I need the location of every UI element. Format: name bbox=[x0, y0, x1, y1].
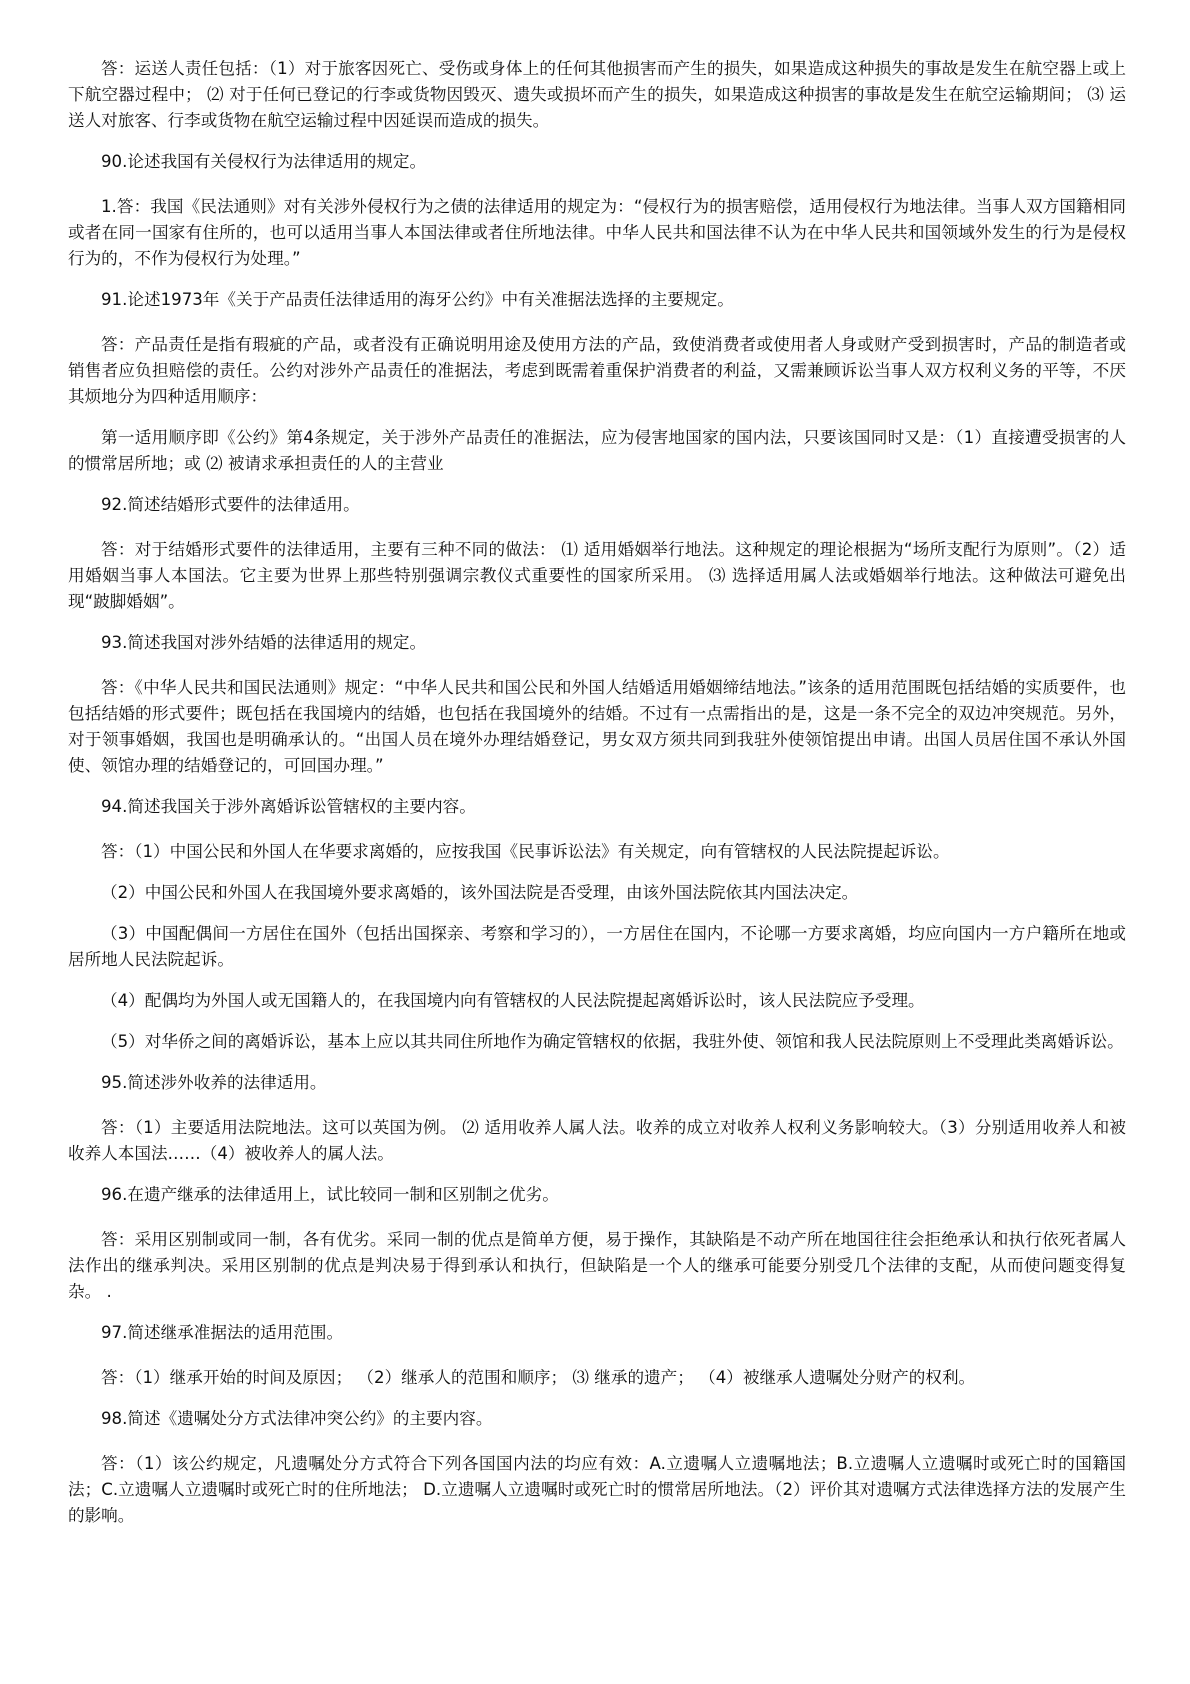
question-heading: 97.简述继承准据法的适用范围。 bbox=[101, 1323, 344, 1342]
answer-paragraph: 答：（1）中国公民和外国人在华要求离婚的，应按我国《民事诉讼法》有关规定，向有管辖权的人民法院提起诉讼。 bbox=[101, 842, 950, 861]
answer-paragraph: 答：产品责任是指有瑕疵的产品，或者没有正确说明用途及使用方法的产品，致使消费者或使用者人身或财产受到损害时，产品的制造者或销售者应负担赔偿的责任。公约对涉外产品责任的准据法，考虑到既需着重保护消费者的利益，又需兼顾诉讼当事人双方权利义务的平等，不厌其烦地分为四种适用顺序： bbox=[68, 335, 1126, 406]
answer-paragraph: 答：对于结婚形式要件的法律适用，主要有三种不同的做法： ⑴ 适用婚姻举行地法。这种规定的理论根据为“场所支配行为原则”。（2）适用婚姻当事人本国法。它主要为世界上那些特别强调宗教仪式重要性的国家所采用。 ⑶ 选择适用属人法或婚姻举行地法。这种做法可避免出现“跛脚婚姻”。 bbox=[68, 540, 1126, 611]
question-heading: 96.在遗产继承的法律适用上，试比较同一制和区别制之优劣。 bbox=[101, 1185, 559, 1204]
question-heading: 98.简述《遗嘱处分方式法律冲突公约》的主要内容。 bbox=[101, 1409, 493, 1428]
answer-paragraph: （5）对华侨之间的离婚诉讼，基本上应以其共同住所地作为确定管辖权的依据，我驻外使、领馆和我人民法院原则上不受理此类离婚诉讼。 bbox=[101, 1032, 1124, 1051]
answer-paragraph: （3）中国配偶间一方居住在国外（包括出国探亲、考察和学习的），一方居住在国内，不论哪一方要求离婚，均应向国内一方户籍所在地或居所地人民法院起诉。 bbox=[68, 924, 1126, 969]
question-heading: 93.简述我国对涉外结婚的法律适用的规定。 bbox=[101, 633, 427, 652]
document-body bbox=[68, 56, 1126, 1544]
answer-paragraph: 答：《中华人民共和国民法通则》规定：“中华人民共和国公民和外国人结婚适用婚姻缔结地法。”该条的适用范围既包括结婚的实质要件，也包括结婚的形式要件；既包括在我国境内的结婚，也包括在我国境外的结婚。不过有一点需指出的是，这是一条不完全的双边冲突规范。另外，对于领事婚姻，我国也是明确承认的。“出国人员在境外办理结婚登记，男女双方须共同到我驻外使领馆提出申请。出国人员居住国不承认外国使、领馆办理的结婚登记的，可回国办理。” bbox=[68, 678, 1126, 775]
question-heading: 94.简述我国关于涉外离婚诉讼管辖权的主要内容。 bbox=[101, 797, 476, 816]
answer-paragraph: （4）配偶均为外国人或无国籍人的，在我国境内向有管辖权的人民法院提起离婚诉讼时，该人民法院应予受理。 bbox=[101, 991, 925, 1010]
answer-paragraph: 1.答：我国《民法通则》对有关涉外侵权行为之债的法律适用的规定为：“侵权行为的损害赔偿，适用侵权行为地法律。当事人双方国籍相同或者在同一国家有住所的，也可以适用当事人本国法律或者住所地法律。中华人民共和国法律不认为在中华人民共和国领域外发生的行为是侵权行为的，不作为侵权行为处理。” bbox=[68, 197, 1126, 268]
question-heading: 95.简述涉外收养的法律适用。 bbox=[101, 1073, 327, 1092]
answer-paragraph: 答：采用区别制或同一制，各有优劣。采同一制的优点是简单方便，易于操作，其缺陷是不动产所在地国往往会拒绝承认和执行依死者属人法作出的继承判决。采用区别制的优点是判决易于得到承认和执行，但缺陷是一个人的继承可能要分别受几个法律的支配，从而使问题变得复杂。 . bbox=[68, 1230, 1126, 1301]
answer-paragraph: 第一适用顺序即《公约》第4条规定，关于涉外产品责任的准据法，应为侵害地国家的国内法，只要该国同时又是：（1）直接遭受损害的人的惯常居所地；或 ⑵ 被请求承担责任的人的主营业 bbox=[68, 428, 1126, 473]
question-heading: 92.简述结婚形式要件的法律适用。 bbox=[101, 495, 360, 514]
answer-paragraph: 答：（1）该公约规定，凡遗嘱处分方式符合下列各国国内法的均应有效：A.立遗嘱人立遗嘱地法；B.立遗嘱人立遗嘱时或死亡时的国籍国法；C.立遗嘱人立遗嘱时或死亡时的住所地法； D.立遗嘱人立遗嘱时或死亡时的惯常居所地法。（2）评价其对遗嘱方式法律选择方法的发展产生的影响。 bbox=[68, 1454, 1126, 1525]
question-heading: 90.论述我国有关侵权行为法律适用的规定。 bbox=[101, 152, 427, 171]
answer-paragraph: （2）中国公民和外国人在我国境外要求离婚的，该外国法院是否受理，由该外国法院依其内国法决定。 bbox=[101, 883, 859, 902]
answer-paragraph: 答：运送人责任包括：（1）对于旅客因死亡、受伤或身体上的任何其他损害而产生的损失，如果造成这种损失的事故是发生在航空器上或上下航空器过程中； ⑵ 对于任何已登记的行李或货物因毁灭、遗失或损坏而产生的损失，如果造成这种损害的事故是发生在航空运输期间； ⑶ 运送人对旅客、行李或货物在航空运输过程中因延误而造成的损失。 bbox=[68, 59, 1126, 130]
answer-paragraph: 答：（1）继承开始的时间及原因； （2）继承人的范围和顺序； ⑶ 继承的遗产； （4）被继承人遗嘱处分财产的权利。 bbox=[101, 1368, 976, 1387]
answer-paragraph: 答：（1）主要适用法院地法。这可以英国为例。 ⑵ 适用收养人属人法。收养的成立对收养人权利义务影响较大。（3）分别适用收养人和被收养人本国法……（4）被收养人的属人法。 bbox=[68, 1118, 1126, 1163]
question-heading: 91.论述1973年《关于产品责任法律适用的海牙公约》中有关准据法选择的主要规定。 bbox=[101, 290, 734, 309]
